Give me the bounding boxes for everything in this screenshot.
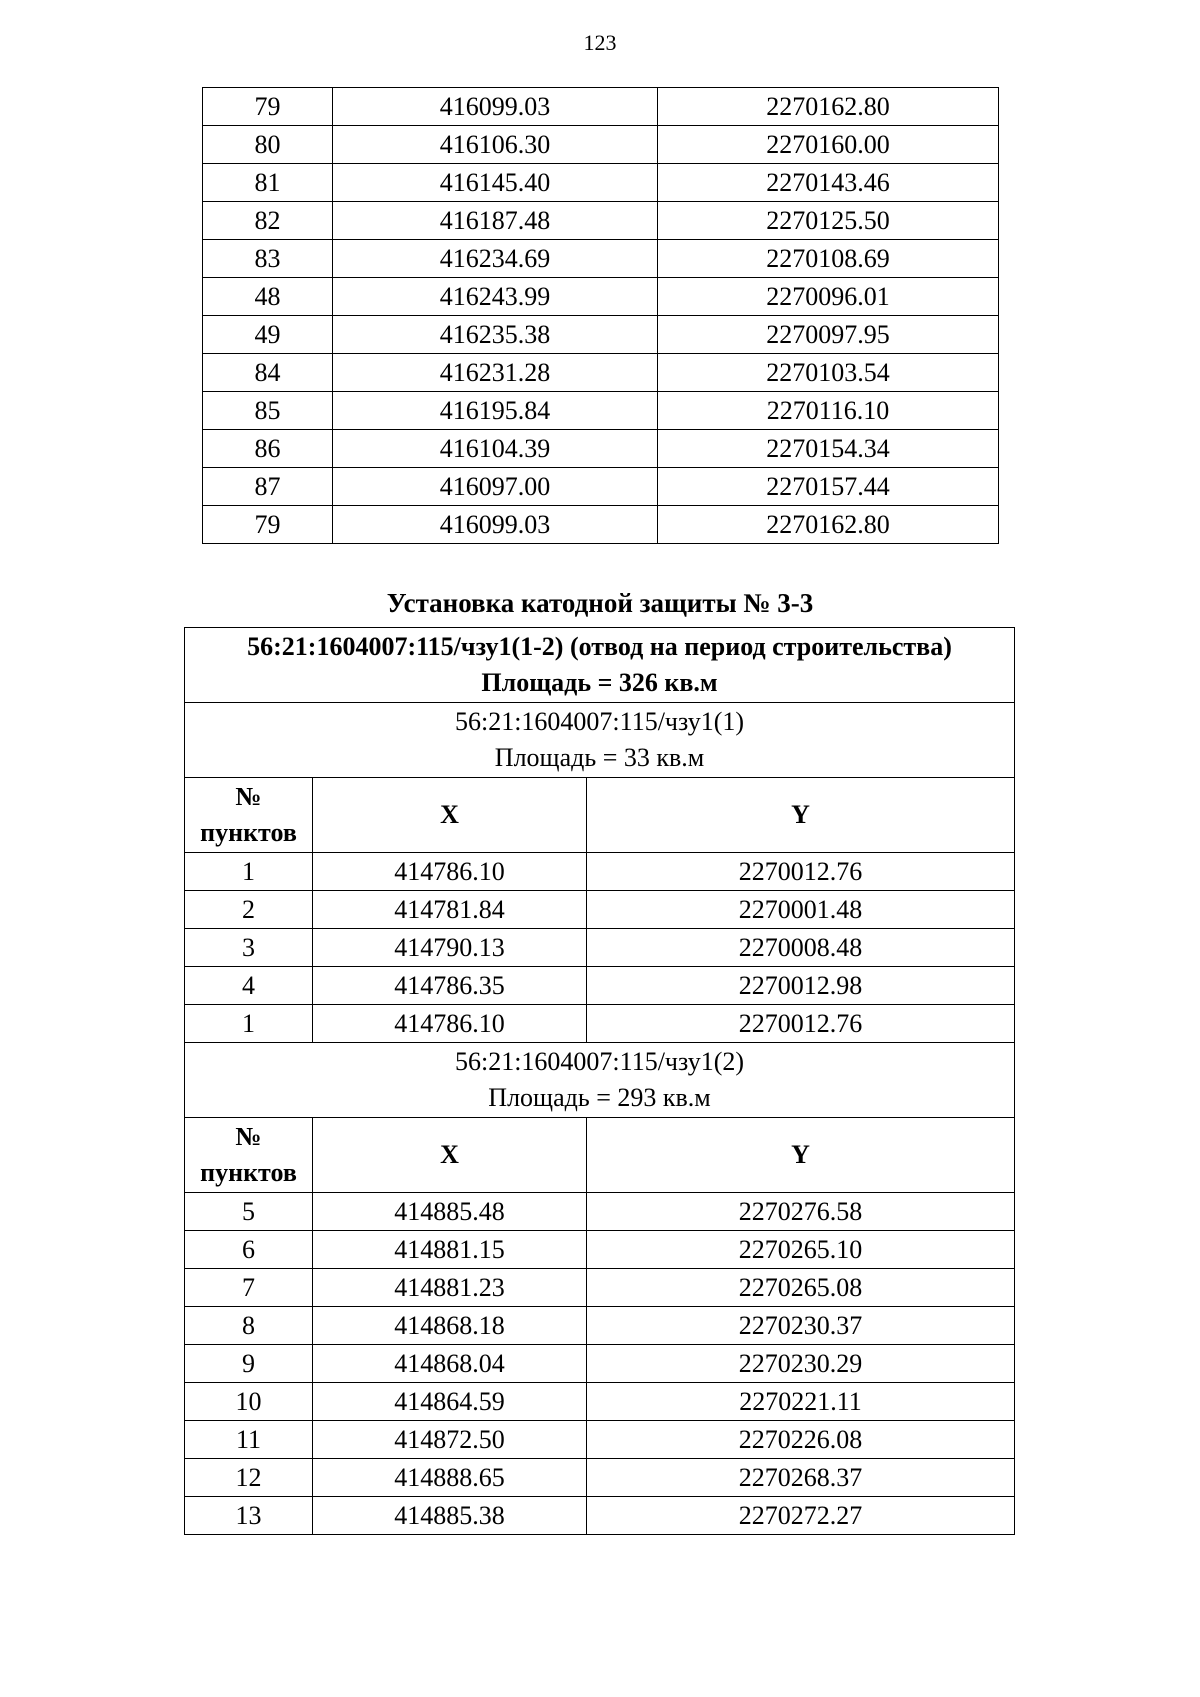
table-row	[185, 1307, 1015, 1345]
table-row	[185, 929, 1015, 967]
x-coordinate-cell: 416099.03	[333, 506, 658, 544]
main-header-cell	[185, 628, 1015, 703]
point-number-cell: 10	[185, 1383, 313, 1421]
point-number-cell: 85	[203, 392, 333, 430]
table-row	[203, 164, 999, 202]
point-number-cell: 11	[185, 1421, 313, 1459]
x-coordinate-cell: 416195.84	[333, 392, 658, 430]
x-coordinate-cell: 416243.99	[333, 278, 658, 316]
point-number-cell: 81	[203, 164, 333, 202]
page-number: 123	[583, 30, 617, 55]
part-header-cell	[185, 1043, 1015, 1118]
point-number-cell: 13	[185, 1497, 313, 1535]
table-row	[185, 853, 1015, 891]
y-coordinate-cell: 2270221.11	[587, 1383, 1015, 1421]
x-coordinate-cell: 416187.48	[333, 202, 658, 240]
point-number-cell: 5	[185, 1193, 313, 1231]
x-coordinate-cell: 416106.30	[333, 126, 658, 164]
y-coordinate-cell: 2270226.08	[587, 1421, 1015, 1459]
point-number-cell: 86	[203, 430, 333, 468]
table-row	[185, 1345, 1015, 1383]
y-coordinate-cell: 2270108.69	[658, 240, 999, 278]
point-number-cell: 80	[203, 126, 333, 164]
part-plot-id: 56:21:1604007:115/чзу1(1)	[454, 707, 745, 736]
column-header-row	[185, 778, 1015, 853]
y-coordinate-cell: 2270012.76	[587, 1005, 1015, 1043]
table-row	[185, 1231, 1015, 1269]
point-number-header	[185, 778, 313, 853]
number-label: пунктов	[200, 818, 297, 847]
point-number-cell: 8	[185, 1307, 313, 1345]
coordinates-table-continued	[202, 87, 999, 544]
table-row	[185, 1459, 1015, 1497]
point-number-cell: 79	[203, 88, 333, 126]
point-number-cell: 87	[203, 468, 333, 506]
point-number-cell: 12	[185, 1459, 313, 1497]
y-coordinate-cell: 2270125.50	[658, 202, 999, 240]
x-coordinate-cell: 416104.39	[333, 430, 658, 468]
y-coordinate-cell: 2270265.10	[587, 1231, 1015, 1269]
x-coordinate-cell: 414790.13	[313, 929, 587, 967]
table-row	[185, 1497, 1015, 1535]
table-row	[185, 891, 1015, 929]
x-coordinate-cell: 414786.35	[313, 967, 587, 1005]
y-coordinate-cell: 2270230.29	[587, 1345, 1015, 1383]
part-header-cell	[185, 703, 1015, 778]
part-area: Площадь = 293 кв.м	[488, 1083, 711, 1112]
point-number-cell: 49	[203, 316, 333, 354]
x-coordinate-cell: 414786.10	[313, 853, 587, 891]
point-number-cell: 2	[185, 891, 313, 929]
table-row	[185, 1193, 1015, 1231]
y-coordinate-cell: 2270012.98	[587, 967, 1015, 1005]
point-number-cell: 4	[185, 967, 313, 1005]
part-header-row	[185, 703, 1015, 778]
y-coordinate-cell: 2270008.48	[587, 929, 1015, 967]
x-coordinate-cell: 416231.28	[333, 354, 658, 392]
coordinates-table-body	[203, 88, 999, 544]
x-coordinate-cell: 414781.84	[313, 891, 587, 929]
total-area-heading: Площадь = 326 кв.м	[481, 668, 718, 697]
y-coordinate-cell: 2270265.08	[587, 1269, 1015, 1307]
parts-body	[185, 703, 1015, 1535]
section-title: Установка катодной защиты № 3-3	[386, 588, 814, 618]
table-row	[203, 506, 999, 544]
point-number-cell: 83	[203, 240, 333, 278]
y-coordinate-cell: 2270097.95	[658, 316, 999, 354]
y-coordinate-cell: 2270096.01	[658, 278, 999, 316]
y-column-header: Y	[587, 778, 1015, 853]
table-row	[203, 430, 999, 468]
point-number-cell: 48	[203, 278, 333, 316]
x-coordinate-cell: 414881.23	[313, 1269, 587, 1307]
y-coordinate-cell: 2270012.76	[587, 853, 1015, 891]
table-row	[185, 967, 1015, 1005]
point-number-header	[185, 1118, 313, 1193]
number-label: пунктов	[200, 1158, 297, 1187]
table-row	[185, 1005, 1015, 1043]
point-number-cell: 1	[185, 1005, 313, 1043]
y-coordinate-cell: 2270276.58	[587, 1193, 1015, 1231]
table-row	[203, 316, 999, 354]
point-number-cell: 79	[203, 506, 333, 544]
y-coordinate-cell: 2270162.80	[658, 506, 999, 544]
table-row	[185, 1421, 1015, 1459]
x-coordinate-cell: 416145.40	[333, 164, 658, 202]
x-coordinate-cell: 416097.00	[333, 468, 658, 506]
x-coordinate-cell: 414868.04	[313, 1345, 587, 1383]
y-coordinate-cell: 2270157.44	[658, 468, 999, 506]
point-number-cell: 82	[203, 202, 333, 240]
cathodic-protection-table	[184, 627, 1015, 1535]
x-coordinate-cell: 414881.15	[313, 1231, 587, 1269]
table-row	[203, 392, 999, 430]
y-coordinate-cell: 2270230.37	[587, 1307, 1015, 1345]
table-row	[185, 1383, 1015, 1421]
table-row	[185, 1269, 1015, 1307]
x-column-header: X	[313, 1118, 587, 1193]
y-coordinate-cell: 2270160.00	[658, 126, 999, 164]
table-row	[203, 468, 999, 506]
number-sign: №	[235, 1122, 262, 1151]
x-coordinate-cell: 416234.69	[333, 240, 658, 278]
y-coordinate-cell: 2270143.46	[658, 164, 999, 202]
number-sign: №	[235, 782, 262, 811]
y-column-header: Y	[587, 1118, 1015, 1193]
x-coordinate-cell: 414885.38	[313, 1497, 587, 1535]
y-coordinate-cell: 2270103.54	[658, 354, 999, 392]
point-number-cell: 7	[185, 1269, 313, 1307]
point-number-cell: 6	[185, 1231, 313, 1269]
column-header-row	[185, 1118, 1015, 1193]
point-number-cell: 9	[185, 1345, 313, 1383]
part-area: Площадь = 33 кв.м	[494, 743, 705, 772]
x-column-header: X	[313, 778, 587, 853]
y-coordinate-cell: 2270001.48	[587, 891, 1015, 929]
x-coordinate-cell: 414885.48	[313, 1193, 587, 1231]
table-row	[203, 126, 999, 164]
x-coordinate-cell: 414864.59	[313, 1383, 587, 1421]
part-header-row	[185, 1043, 1015, 1118]
x-coordinate-cell: 416235.38	[333, 316, 658, 354]
point-number-cell: 3	[185, 929, 313, 967]
y-coordinate-cell: 2270268.37	[587, 1459, 1015, 1497]
y-coordinate-cell: 2270154.34	[658, 430, 999, 468]
x-coordinate-cell: 414868.18	[313, 1307, 587, 1345]
x-coordinate-cell: 414888.65	[313, 1459, 587, 1497]
x-coordinate-cell: 414786.10	[313, 1005, 587, 1043]
part-plot-id: 56:21:1604007:115/чзу1(2)	[454, 1047, 745, 1076]
point-number-cell: 84	[203, 354, 333, 392]
table-row	[203, 88, 999, 126]
table-main-header	[185, 628, 1015, 703]
y-coordinate-cell: 2270116.10	[658, 392, 999, 430]
table-row	[203, 354, 999, 392]
y-coordinate-cell: 2270272.27	[587, 1497, 1015, 1535]
table-row	[203, 240, 999, 278]
x-coordinate-cell: 416099.03	[333, 88, 658, 126]
plot-id-heading: 56:21:1604007:115/чзу1(1-2) (отвод на период строительства)	[247, 632, 952, 661]
table-row	[203, 202, 999, 240]
x-coordinate-cell: 414872.50	[313, 1421, 587, 1459]
table-row	[203, 278, 999, 316]
y-coordinate-cell: 2270162.80	[658, 88, 999, 126]
point-number-cell: 1	[185, 853, 313, 891]
